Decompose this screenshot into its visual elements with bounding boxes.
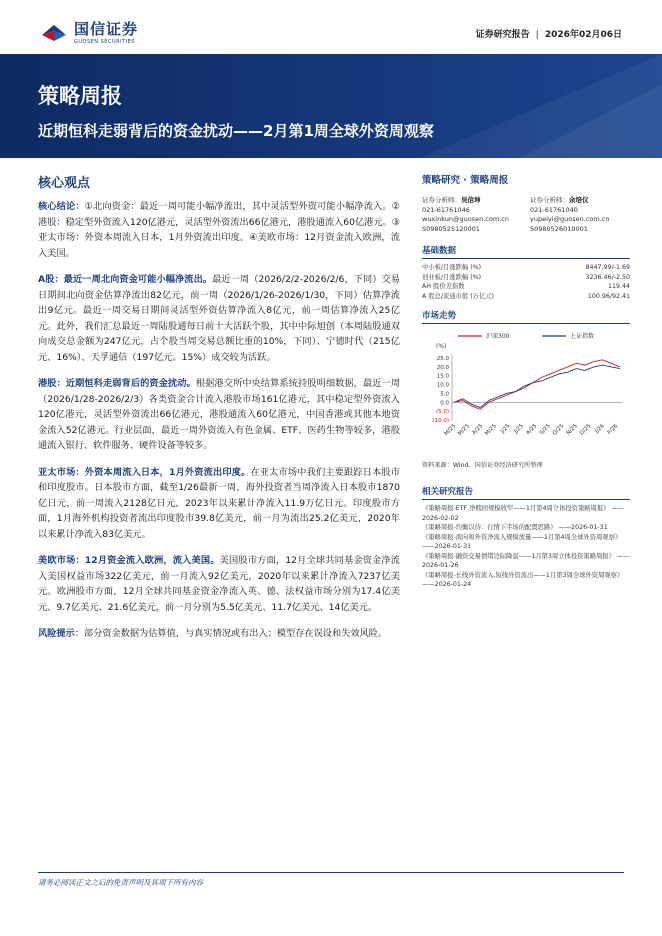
core-views [38,172,400,653]
core-views-title: 核心观点 [38,176,91,191]
chart-source: 资料来源：Wind、国信证券经济研究所整理 [422,462,543,469]
basic-data-key: 创业板/月涨跌幅 (%) [422,273,482,281]
company-name-cn: 国信证券 [74,19,139,38]
related-report-item[interactable]: 《策略周报-均衡以待：行情下半场的配置思路》 ——2026-01-31 [422,524,608,531]
related-reports-list [422,504,630,590]
market-trend-chart [422,328,630,458]
basic-data-row [422,273,630,283]
y-tick-label: 15.0 [436,373,449,380]
report-subtitle: 近期恒科走弱背后的资金扰动——2月第1周全球外资周观察 [38,122,434,140]
y-tick-label: (5.0) [435,409,449,416]
series-line-hs300 [454,360,620,410]
logo-mark-icon [40,17,68,45]
paragraph-risk: 风险提示：部分资金数据为估算值，与真实情况或有出入；模型存在误设和失效风险。 [38,628,388,639]
x-tick-label: M/25 [457,423,471,438]
y-tick-label: 5.0 [440,391,449,398]
basic-data-row [422,292,630,302]
report-meta: 证券研究报告 | 2026年02月06日 [475,30,622,40]
x-tick-label: M/25 [484,423,498,438]
related-report-item[interactable]: 《策略周报-ETF 净赎回规模收窄——1月第4周立体投资策略周报》 ——2026-02-02 [422,505,625,522]
paragraph-hk: 港股：近期恒科走弱背后的资金扰动。根据港交所中央结算系统持股明细数据，最近一周（2026/1/28-2026/2/3）各类资金合计流入港股市场161亿港元，其中稳定型外资流入120亿港元，灵活型外资流出66亿港元，港股通流入60亿港元，中国香港或其他本地资金流入52亿港元。行业层面，最近一周外资流入有色金属、ETF、医药生物等较多，港股通流入银行、软件服务、硬件设备等较多。 [38,378,401,451]
related-reports-title: 相关研究报告 [422,485,630,500]
basic-data-value: 100.96/92.41 [587,292,630,300]
y-tick-label: (10.0) [432,418,449,424]
analyst-1: 证券分析师：吴信坤 021-61761046 wuxinkun@guosen.com.cn S0980525120001 [422,196,509,233]
x-tick-label: D/25 [578,423,593,437]
analyst-1-email[interactable]: wuxinkun@guosen.com.cn [422,215,509,223]
basic-data-row [422,282,630,292]
basic-data-value: 119.44 [607,283,630,290]
basic-data-key: A 股总/流通市值 (万亿元) [422,292,495,300]
paragraph-apac: 亚太市场：外资本周流入日本，1月外资流出印度。在亚太市场中我们主要跟踪日本股市和印度股市。日本股市方面，截至1/26最新一周，海外投资者当周净流入日本股市1870亿日元，前一周流入2128亿日元，2023年以来累计净流入11.9万亿日元。印度股市方面，1月海外机构投资者流出印度股市39.8亿美元，前一月为流出25.2亿美元，2020年以来累计净流入83亿美元。 [38,466,400,540]
basic-data-value: 8447.99/-1.69 [585,264,630,271]
analyst-2-email[interactable]: yupeiyi@guosen.com.cn [530,215,610,223]
company-logo [40,17,138,45]
related-report-item[interactable]: 《策略周报-南向和外资净流入规模放量——1月第4周全球外资周观察》 ——2026-01-31 [422,533,622,550]
page-header [0,0,662,50]
x-tick-label: A/25 [525,423,539,437]
x-tick-label: O/25 [551,423,566,437]
banner-decoration-icon [300,54,662,158]
basic-data-key: AH 股价差指数 [422,283,465,290]
x-tick-label: J/26 [594,423,606,435]
basic-data-list [422,263,630,301]
sidebar [422,172,630,590]
basic-data-value: 3236.46/-2.50 [585,273,630,281]
x-tick-label: N/25 [565,423,579,437]
series-line-sse [454,365,620,408]
y-unit-label: (%) [436,343,447,350]
y-tick-label: 10.0 [436,382,449,389]
market-trend-title: 市场走势 [422,309,630,324]
basic-data-title: 基础数据 [422,244,630,259]
footer-disclaimer: 请务必阅读正文之后的免责声明及其项下所有内容 [38,878,203,887]
y-tick-label: 20.0 [436,364,449,371]
basic-data-key: 中小板/月涨跌幅 (%) [422,264,482,271]
x-tick-label: A/25 [471,423,485,437]
footer-divider [38,872,624,873]
paragraph-conclusion: 核心结论：①北向资金：最近一周可能小幅净流出，其中灵活型外资可能小幅净流入。②港股：稳定型外资流入120亿港元，灵活型外资流出66亿港元，港股通流入60亿港元。③亚太市场：外资本周流入日本，1月外资流出印度。④美欧市场：12月资金流入欧洲，流入美国。 [38,201,400,259]
analysts [422,196,630,234]
sidebar-title: 策略研究 · 策略周报 [422,175,509,186]
related-report-item[interactable]: 《策略周报-长线外资流入,短线外资流出——1月第3周全球外资周观察》 ——2026-01-24 [422,571,624,588]
paragraph-us-eu: 美欧市场：12月资金流入欧洲，流入美国。美国股市方面，12月全球共同基金资金净流入美国权益市场322亿美元，前一月流入92亿美元，2020年以来累计净流入7237亿美元。欧洲股市方面，12月全球共同基金资金净流入英、德、法权益市场分别为17.4亿美元、9.7亿美元、21.6亿美元，前一月分别为5.5亿美元、11.7亿美元、14亿美元。 [38,555,400,613]
y-tick-label: 25.0 [436,356,449,362]
basic-data-row [422,263,630,273]
x-tick-label: F/26 [606,423,620,436]
x-tick-label: J/25 [513,423,525,435]
x-tick-label: S/25 [538,423,552,437]
report-type: 证券研究报告 [475,30,530,40]
title-banner [0,54,662,158]
paragraph-a-share: A股：最近一周北向资金可能小幅净流出。最近一周（2026/2/2-2026/2/6，下同）交易日期间北向资金估算净流出82亿元，前一周（2026/1/26-2026/1/30，下同）估算净流出9亿元。最近一周交易日期间灵活型外资估算净流入8亿元，前一周估算净流入25亿元。此外，我们汇总最近一周陆股通每日前十大活跃个股，其中中际旭创（本周陆股通双向成交总金额为247亿元，占个股当周交易总额比重的10%，下同）、宁德时代（215亿元、16%）、天孚通信（197亿元、15%）成交较为活跃。 [38,274,400,363]
x-tick-label: J/25 [499,423,512,435]
analyst-2: 证券分析师：余培仪 021-61761040 yupeiyi@guosen.com.cn S0980526010001 [530,196,630,234]
related-report-item[interactable]: 《策略周报-融资交易情绪边际降温——1月第3周立体投资策略周报》 ——2026-01-26 [422,552,630,569]
y-tick-label: 0.0 [440,400,449,407]
x-tick-label: M/25 [443,423,458,438]
report-title: 策略周报 [38,84,122,108]
legend-label: 上证指数 [570,333,595,340]
company-name-en: GUOSEN SECURITIES [74,38,135,45]
chart-svg [422,328,630,458]
legend-label: 沪深300 [486,333,510,340]
report-date: 2026年02月06日 [544,30,622,40]
